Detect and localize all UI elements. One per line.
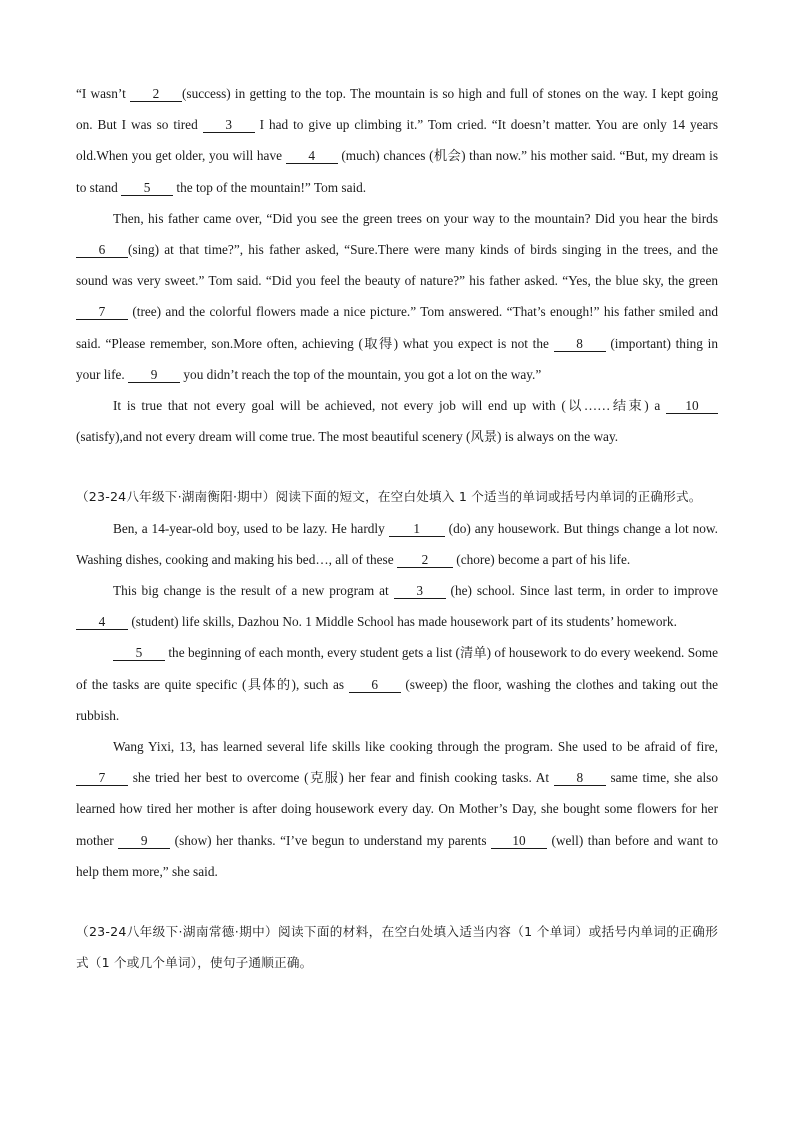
section-3-instructions: （23-24八年级下·湖南常德·期中）阅读下面的材料，在空白处填入适当内容（1 个单词）或括号内单词的正确形式（1 个或几个单词），使句子通顺正确。 [76,924,718,971]
text: I had to give up climbing it.” Tom cried. “It doesn’t matter. You are only 14 years old.When you get older, you will have [76,117,719,164]
text: (success) in getting to the top. The mountain is so high and full of stones on the way. I kept going on. But I was so tired [76,86,718,133]
text: (tree) and the colorful flowers made a nice picture.” Tom answered. “That’s enough!” his father smiled and said. “Please remember, son.More often, achieving (取得) what you expect is not the [76,304,718,351]
text: you didn’t reach the top of the mountain, you got a lot on the way.” [180,366,542,382]
blank-4[interactable]: 4 [286,148,338,164]
blank-4[interactable]: 4 [76,614,128,630]
blank-6[interactable]: 6 [349,677,401,693]
text: (student) life skills, Dazhou No. 1 Middle School has made housework part of its students’ homework. [128,614,677,630]
text: she tried her best to overcome (克服) her fear and finish cooking tasks. At [128,770,554,786]
text: (chore) become a part of his life. [452,551,631,567]
text: the top of the mountain!” Tom said. [173,179,367,195]
text: Wang Yixi, 13, has learned several life skills like cooking through the program. She used to be afraid of fire, [113,739,718,755]
blank-5[interactable]: 5 [113,645,165,661]
passage1-paragraph-3 [76,390,718,452]
text: (show) her thanks. “I’ve begun to understand my parents [170,832,491,848]
blank-2[interactable]: 2 [397,552,453,568]
text: Ben, a 14-year-old boy, used to be lazy. He hardly [113,520,389,536]
text: This big change is the result of a new program at [113,583,394,599]
text: (satisfy),and not every dream will come true. The most beautiful scenery (风景) is always on the way. [76,429,619,445]
blank-8[interactable]: 8 [554,336,606,352]
blank-3[interactable]: 3 [394,583,446,599]
section-2-instructions: （23-24八年级下·湖南衡阳·期中）阅读下面的短文，在空白处填入 1 个适当的单词或括号内单词的正确形式。 [76,489,702,505]
text: (sing) at that time?”, his father asked, “Sure.There were many kinds of birds singing in the trees, and the sound was very sweet.” Tom said. “Did you feel the beauty of nature?” his father asked. “Yes, the blue sky, the green [76,242,718,289]
passage1-paragraph-2 [76,203,718,390]
document-page [76,78,718,978]
text: (do) any housework. But things change a lot now. Washing dishes, cooking and making his bed…, all of these [76,520,718,567]
text: It is true that not every goal will be achieved, not every job will end up with (以……结束) a [113,398,666,414]
blank-10[interactable]: 10 [666,398,718,414]
text: “I wasn’t [76,86,130,101]
text: the beginning of each month, every student gets a list (清单) of housework to do every weekend. Some of the tasks are quite specific (具体的), such as [76,645,718,692]
text: (well) than before and want to help them more,” she said. [76,832,718,879]
blank-8[interactable]: 8 [554,770,606,786]
blank-3[interactable]: 3 [203,117,255,133]
blank-2[interactable]: 2 [130,86,182,102]
text: (much) chances (机会) than now.” his mother said. “But, my dream is to stand [76,148,718,195]
section2-paragraph-2 [76,575,718,637]
text: (he) school. Since last term, in order to improve [445,583,718,599]
blank-1[interactable]: 1 [389,521,445,537]
text: same time, she also learned how tired her mother is after doing housework every day. On Mother’s Day, she bought some flowers for her mother [76,770,718,848]
blank-7[interactable]: 7 [76,304,128,320]
text: (important) thing in your life. [76,335,718,382]
passage1-paragraph-1 [76,78,718,203]
blank-9[interactable]: 9 [128,367,180,383]
text: (sweep) the floor, washing the clothes and taking out the rubbish. [76,676,718,723]
blank-10[interactable]: 10 [491,833,547,849]
blank-9[interactable]: 9 [118,833,170,849]
blank-6[interactable]: 6 [76,242,128,258]
blank-5[interactable]: 5 [121,180,173,196]
section2-paragraph-4 [76,731,718,887]
blank-7[interactable]: 7 [76,770,128,786]
text: Then, his father came over, “Did you see the green trees on your way to the mountain? Did you hear the birds [113,210,718,226]
section2-paragraph-3 [76,637,718,731]
section2-paragraph-1 [76,513,718,575]
